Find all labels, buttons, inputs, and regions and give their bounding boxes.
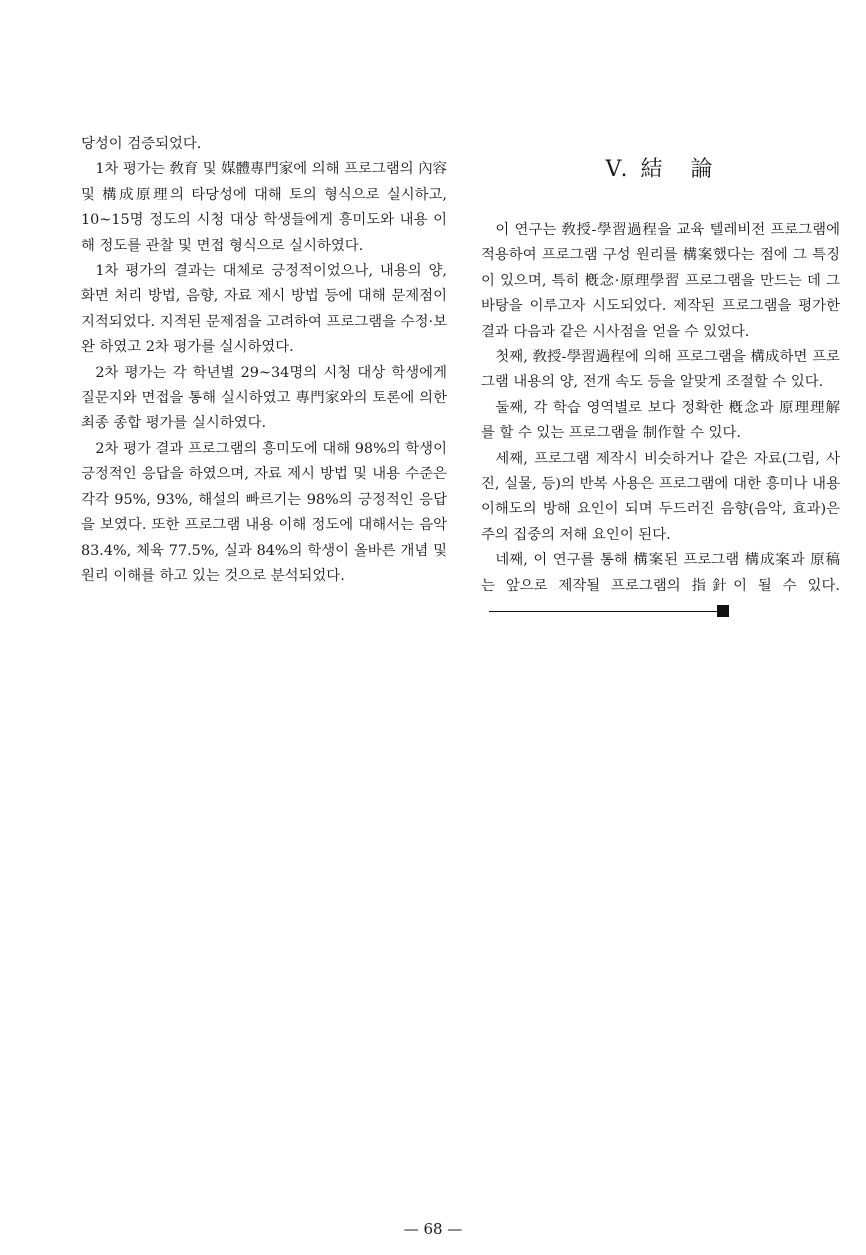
left-paragraph-2: 1차 평가는 敎育 및 媒體專門家에 의해 프로그램의 內容 및 構成原理의 타당성에 대해 토의 형식으로 실시하고, 10~15명 정도의 시청 대상 학생들에게 흥미도와 내용 이해 정도를 관찰 및 면접 형식으로 실시하였다. — [81, 161, 447, 254]
right-paragraph-1: 이 연구는 敎授-學習過程을 교육 텔레비전 프로그램에 적용하여 프로그램 구성 원리를 構案했다는 점에 그 특징이 있으며, 특히 槪念·原理學習 프로그램을 만드는 데 그바탕을 이루고자 시도되었다. 제작된 프로그램을 평가한 결과 다음과 같은 시사점을 얻을 수 있었다. — [481, 222, 840, 340]
end-mark-icon: ✕ — [717, 605, 729, 617]
left-column — [81, 132, 447, 589]
left-paragraph-4: 2차 평가는 각 학년별 29~34명의 시청 대상 학생에게 질문지와 면접을 통해 실시하였고 專門家와의 토론에 의한 최종 종합 평가를 실시하였다. — [81, 364, 447, 432]
left-paragraph-1: 당성이 검증되었다. — [81, 136, 202, 152]
right-paragraph-2: 첫째, 敎授-學習過程에 의해 프로그램을 構成하면 프로그램 내용의 양, 전개 속도 등을 알맞게 조절할 수 있다. — [481, 349, 840, 391]
right-paragraph-5-text: 네째, 이 연구를 통해 構案된 프로그램 構成案과 原稿는 앞으로 제작될 프로그램의 指針이 될 수 있다. — [481, 552, 840, 594]
section-heading: V. 結 論 — [605, 157, 716, 182]
end-rule — [489, 611, 717, 612]
right-paragraph-3: 둘째, 각 학습 영역별로 보다 정확한 槪念과 原理理解를 할 수 있는 프로그램을 制作할 수 있다. — [481, 399, 840, 442]
page-number: — 68 — — [403, 1220, 463, 1238]
left-paragraph-5: 2차 평가 결과 프로그램의 흥미도에 대해 98%의 학생이 긍정적인 응답을 하였으며, 자료 제시 방법 및 내용 수준은 각각 95%, 93%, 해설의 빠르기는 98%의 긍정적인 응답을 보였다. 또한 프로그램 내용 이해 정도에 대해서는 음악 83.4%, 체육 77.5%, 실과 84%의 학생이 올바른 개념 및 원리 이해를 하고 있는 것으로 분석되었다. — [81, 440, 447, 584]
right-column — [481, 132, 840, 625]
right-paragraph-5 — [481, 548, 840, 624]
right-paragraph-4: 세째, 프로그램 제작시 비슷하거나 같은 자료(그림, 사진, 실물, 등)의 반복 사용은 프로그램에 대한 흥미나 내용 이해도의 방해 요인이 되며 두드러진 음향(음악, 효과)은 주의 집중의 저해 요인이 된다. — [481, 450, 840, 543]
left-paragraph-3: 1차 평가의 결과는 대체로 긍정적이었으나, 내용의 양, 화면 처리 방법, 음향, 자료 제시 방법 등에 대해 문제점이 지적되었다. 지적된 문제점을 고려하여 프로그램을 수정·보완 하였고 2차 평가를 실시하였다. — [81, 263, 447, 356]
